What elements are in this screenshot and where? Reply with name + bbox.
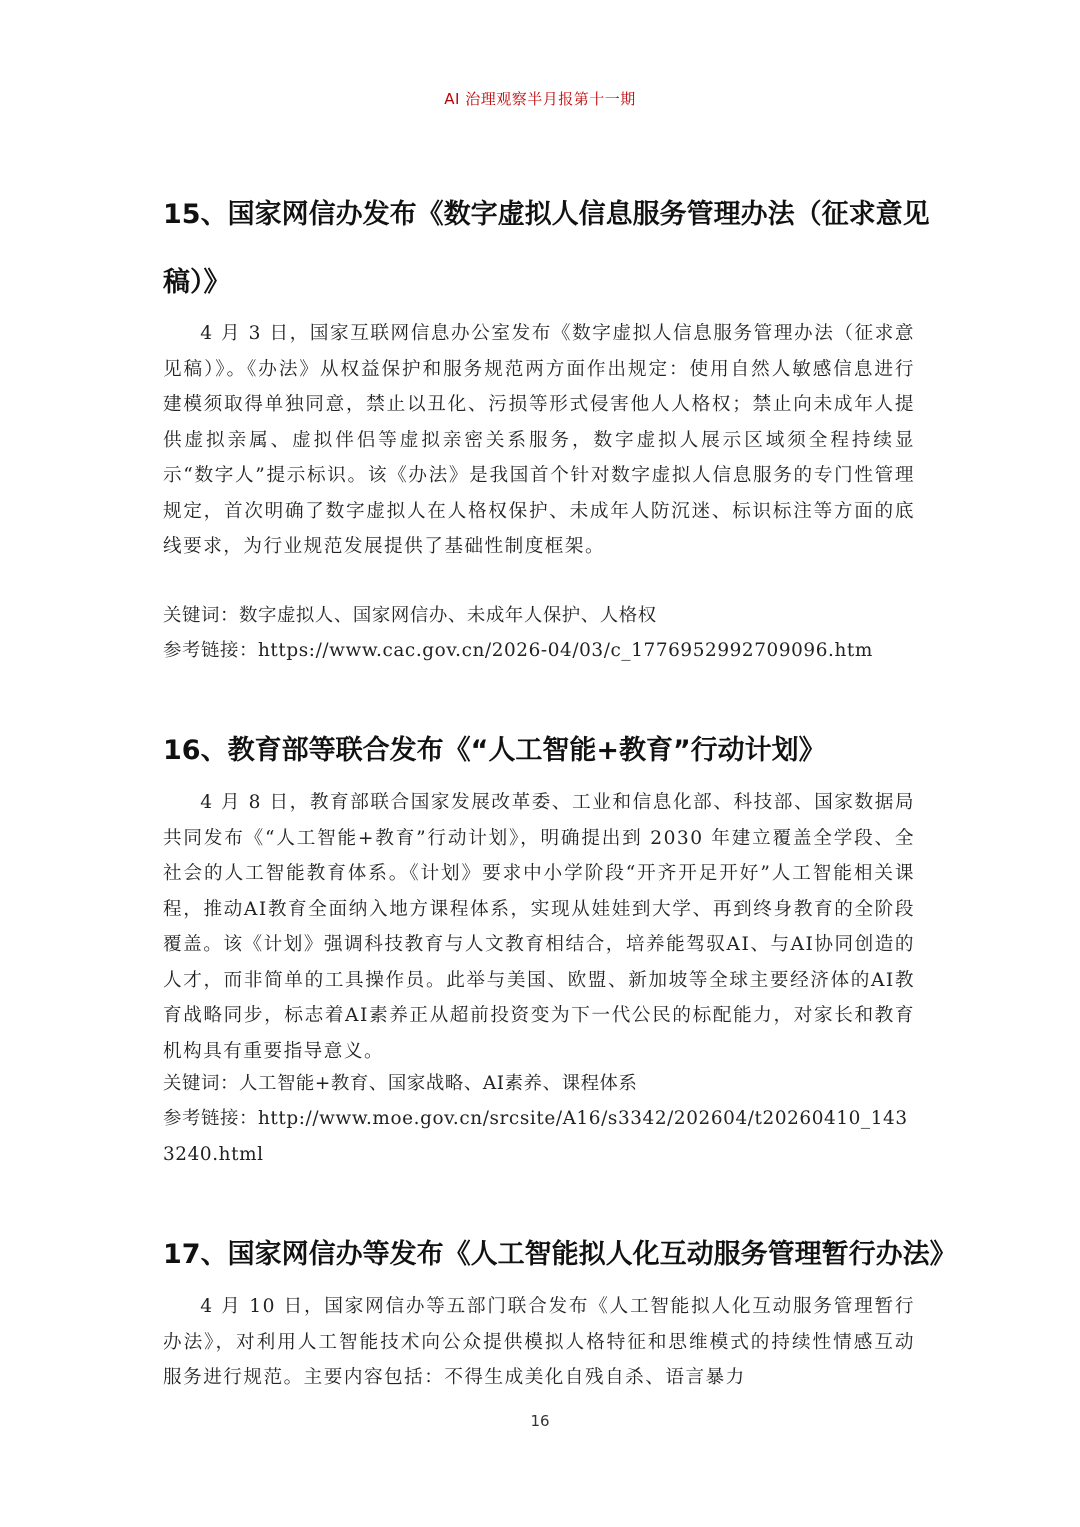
section-heading: 16、教育部等联合发布《“人工智能+教育”行动计划》 — [163, 735, 826, 766]
running-header: AI 治理观察半月报第十一期 — [444, 90, 636, 108]
section-heading-continued: 稿）》 — [163, 267, 231, 298]
reference-link[interactable]: 参考链接：http://www.moe.gov.cn/srcsite/A16/s3342/202604/t20260410_1433240.html — [163, 1108, 908, 1165]
section-body: 4 月 10 日，国家网信办等五部门联合发布《人工智能拟人化互动服务管理暂行办法》，对利用人工智能技术向公众提供模拟人格特征和思维模式的持续性情感互动服务进行规范。主要内容包括：不得生成美化自残自杀、语言暴力 — [163, 1296, 915, 1388]
page-number: 16 — [530, 1412, 550, 1430]
section-body: 4 月 3 日，国家互联网信息办公室发布《数字虚拟人信息服务管理办法（征求意见稿）》。《办法》从权益保护和服务规范两方面作出规定：使用自然人敏感信息进行建模须取得单独同意，禁止以丑化、污损等形式侵害他人人格权；禁止向未成年人提供虚拟亲属、虚拟伴侣等虚拟亲密关系服务，数字虚拟人展示区域须全程持续显示“数字人”提示标识。该《办法》是我国首个针对数字虚拟人信息服务的专门性管理规定，首次明确了数字虚拟人在人格权保护、未成年人防沉迷、标识标注等方面的底线要求，为行业规范发展提供了基础性制度框架。 — [163, 323, 915, 557]
section-body: 4 月 8 日，教育部联合国家发展改革委、工业和信息化部、科技部、国家数据局共同发布《“人工智能+教育”行动计划》，明确提出到 2030 年建立覆盖全学段、全社会的人工智能教育体系。《计划》要求中小学阶段“开齐开足开好”人工智能相关课程，推动AI教育全面纳入地方课程体系，实现从娃娃到大学、再到终身教育的全阶段覆盖。该《计划》强调科技教育与人文教育相结合，培养能驾驭AI、与AI协同创造的人才，而非简单的工具操作员。此举与美国、欧盟、新加坡等全球主要经济体的AI教育战略同步，标志着AI素养正从超前投资变为下一代公民的标配能力，对家长和教育机构具有重要指导意义。 — [163, 792, 915, 1062]
section-heading: 15、国家网信办发布《数字虚拟人信息服务管理办法（征求意见 — [163, 199, 930, 230]
section-keywords: 关键词：数字虚拟人、国家网信办、未成年人保护、人格权 — [163, 605, 657, 626]
section-keywords: 关键词：人工智能+教育、国家战略、AI素养、课程体系 — [163, 1073, 638, 1094]
reference-link[interactable]: 参考链接：https://www.cac.gov.cn/2026-04/03/c_1776952992709096.htm — [163, 640, 873, 661]
section-heading: 17、国家网信办等发布《人工智能拟人化互动服务管理暂行办法》 — [163, 1239, 957, 1270]
